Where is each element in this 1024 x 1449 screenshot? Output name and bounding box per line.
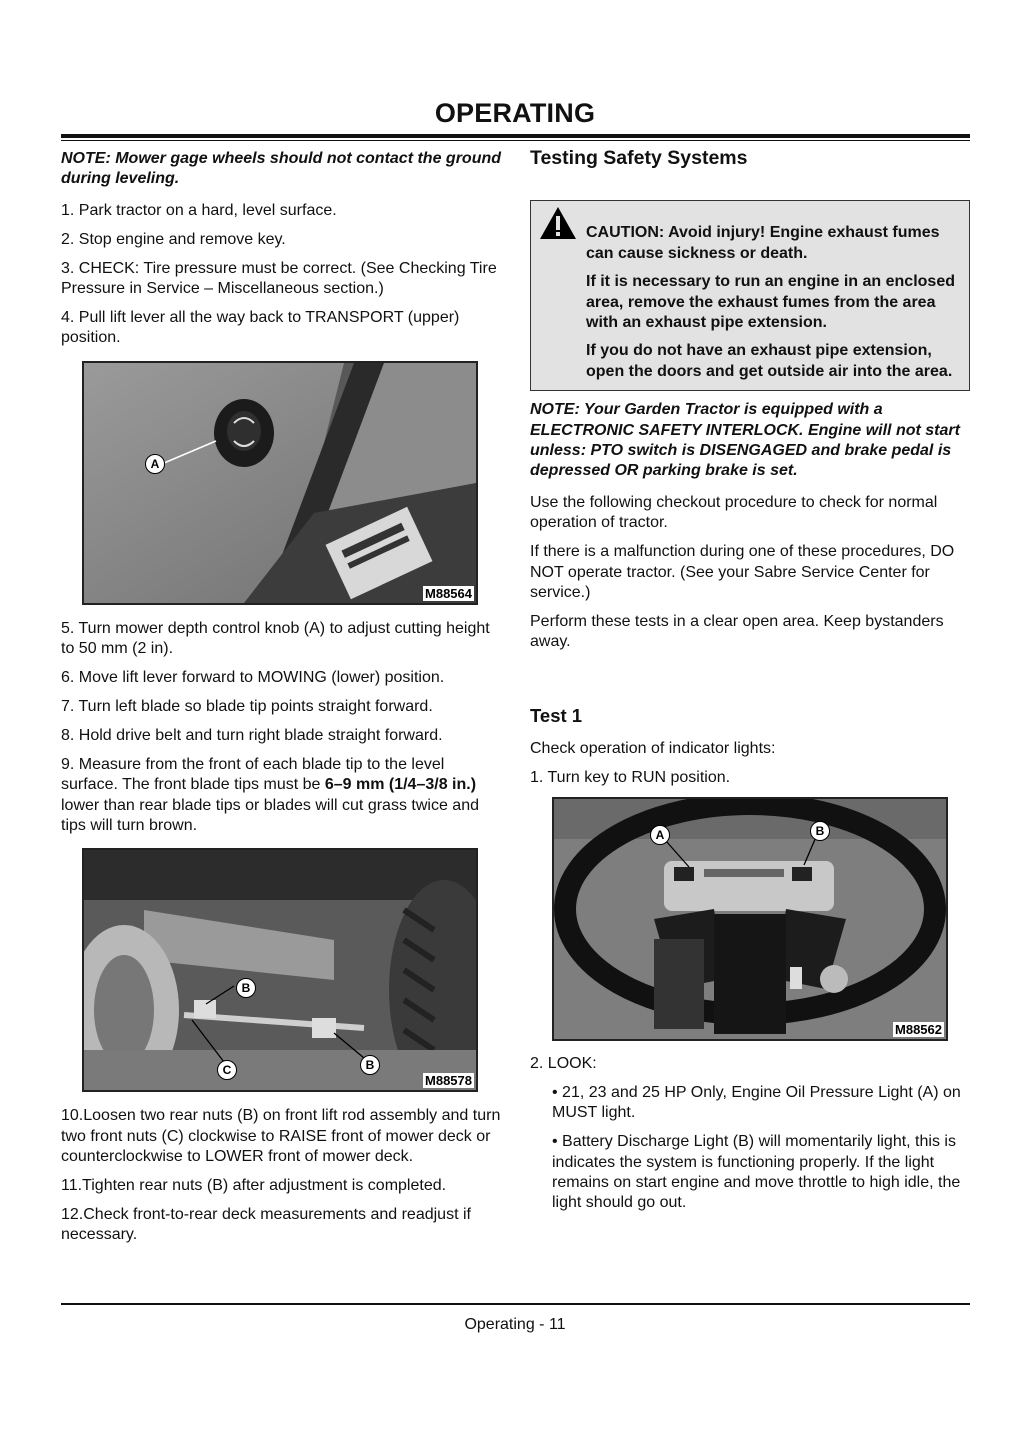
test-1-step-1: 1. Turn key to RUN position. [530,768,731,786]
callout-b-upper: B [236,978,256,998]
step-11: 11.Tighten rear nuts (B) after adjustment is completed. [61,1177,447,1195]
step-6: 6. Move lift lever forward to MOWING (lower) position. [61,669,445,687]
figure-label-m88578: M88578 [425,1073,472,1089]
battery-discharge-bullet: • Battery Discharge Light (B) will momentarily light, this is indicates the system is functioning properly. If the light remains on start engine and move throttle to high idle, the light should go out. [552,1133,961,1212]
callout-a: A [650,825,670,845]
header-rule [61,134,970,138]
step-12: 12.Check front-to-rear deck measurements and readjust if necessary. [61,1206,471,1244]
checkout-paragraph: Use the following checkout procedure to check for normal operation of tractor. [530,493,938,532]
figure-lift-rod [82,848,478,1092]
caution-enclosed-area: If it is necessary to run an engine in an enclosed area, remove the exhaust fumes from the area with an exhaust pipe extension. [586,273,955,332]
page-title: OPERATING [434,98,596,128]
step-9-measurement: 6–9 mm (1/4–3/8 in.) [324,776,477,794]
step-5: 5. Turn mower depth control knob (A) to adjust cutting height to 50 mm (2 in). [61,619,490,658]
figure-label-m88562: M88562 [895,1021,942,1037]
test-1-step-2: 2. LOOK: [530,1054,597,1072]
malfunction-paragraph: If there is a malfunction during one of these procedures, DO NOT operate tractor. (See your Sabre Service Center for service.) [530,543,955,601]
test-1-heading: Test 1 [530,705,583,727]
figure-label-m88564: M88564 [425,585,472,601]
callout-a: A [145,454,165,474]
callout-b-lower: B [360,1055,380,1075]
figure-depth-knob [82,361,478,605]
steering-wheel-photo [554,799,946,1039]
test-1-intro: Check operation of indicator lights: [530,739,776,757]
leveling-note: NOTE: Mower gage wheels should not contact the ground during leveling. [61,150,502,188]
interlock-note: NOTE: Your Garden Tractor is equipped with a ELECTRONIC SAFETY INTERLOCK. Engine will not start unless: PTO switch is DISENGAGED and brake pedal is depressed OR parking brake is set. [530,401,960,480]
depth-knob-photo [84,363,476,603]
step-3: 3. CHECK: Tire pressure must be correct. (See Checking Tire Pressure in Service – Miscellaneous section.) [61,259,497,298]
step-9-text-end: lower than rear blade tips or blades will cut grass twice and tips will turn brown. [61,796,479,834]
step-10: 10.Loosen two rear nuts (B) on front lift rod assembly and turn two front nuts (C) clockwise to RAISE front of mower deck or counterclockwise to LOWER front of mower deck. [61,1107,501,1166]
step-9-text: 9. Measure from the front of each blade tip to the level surface. The front blade tips must be [61,755,445,794]
section-heading-testing: Testing Safety Systems [530,147,748,169]
step-9 [61,755,501,837]
lift-rod-photo [84,850,476,1090]
open-area-paragraph: Perform these tests in a clear open area. Keep bystanders away. [530,612,944,651]
caution-no-extension: If you do not have an exhaust pipe extension, open the doors and get outside air into the area. [586,342,953,380]
callout-c: C [217,1060,237,1080]
step-7: 7. Turn left blade so blade tip points straight forward. [61,697,433,715]
header-rule-thin [61,140,970,141]
left-column [61,148,501,1254]
right-column [530,148,970,1222]
step-2: 2. Stop engine and remove key. [61,230,286,248]
figure-indicator-lights [552,797,948,1041]
oil-pressure-bullet: • 21, 23 and 25 HP Only, Engine Oil Pressure Light (A) on MUST light. [552,1083,961,1122]
callout-b: B [810,821,830,841]
page-footer: Operating - 11 [464,1316,566,1333]
caution-box [530,200,970,391]
step-8: 8. Hold drive belt and turn right blade straight forward. [61,726,443,744]
step-1: 1. Park tractor on a hard, level surface. [61,201,337,219]
footer-rule [61,1303,970,1305]
step-4: 4. Pull lift lever all the way back to TRANSPORT (upper) position. [61,308,460,347]
caution-headline: CAUTION: Avoid injury! Engine exhaust fumes can cause sickness or death. [586,224,940,262]
warning-triangle-icon [538,205,578,241]
